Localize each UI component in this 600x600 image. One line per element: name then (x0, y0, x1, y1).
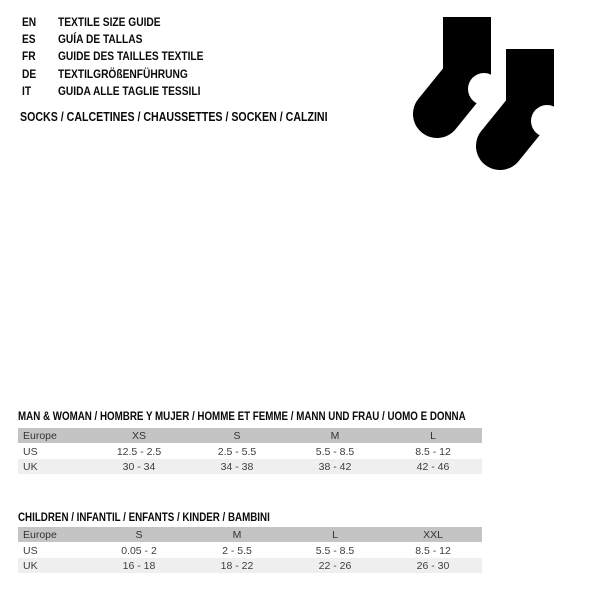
row-label: UK (23, 460, 38, 473)
column-header-size: XXL (423, 528, 443, 541)
language-code: FR (22, 49, 36, 64)
table-title-adults: MAN & WOMAN / HOMBRE Y MUJER / HOMME ET FEMME / MANN UND FRAU / UOMO E DONNA (18, 411, 466, 423)
size-cell: 12.5 - 2.5 (116, 445, 162, 458)
size-cell: 2 - 5.5 (222, 544, 252, 557)
size-table-children (18, 527, 482, 573)
language-label: TEXTILGRÖßENFÜHRUNG (58, 66, 188, 81)
column-header-region: Europe (23, 429, 57, 442)
category-title: SOCKS / CALCETINES / CHAUSSETTES / SOCKEN / CALZINI (20, 110, 328, 124)
size-cell: 42 - 46 (416, 460, 450, 473)
size-cell: 30 - 34 (122, 460, 156, 473)
column-header-size: XS (131, 429, 146, 442)
row-label: UK (23, 559, 38, 572)
column-header-size: S (233, 429, 241, 442)
size-cell: 38 - 42 (318, 460, 352, 473)
column-header-size: S (135, 528, 143, 541)
size-table-adults (18, 428, 482, 474)
size-cell: 8.5 - 12 (415, 544, 451, 557)
column-header-region: Europe (23, 528, 57, 541)
table-row (18, 459, 482, 474)
language-code: EN (22, 14, 37, 29)
column-header-size: L (332, 528, 338, 541)
size-cell: 5.5 - 8.5 (315, 544, 355, 557)
language-row (22, 13, 229, 30)
size-cell: 26 - 30 (416, 559, 450, 572)
row-label: US (23, 544, 38, 557)
column-header-size: L (430, 429, 436, 442)
table-row (18, 558, 482, 573)
language-label: GUIDA ALLE TAGLIE TESSILI (58, 84, 201, 99)
language-row (22, 65, 229, 82)
socks-icon (413, 17, 568, 173)
size-cell: 2.5 - 5.5 (217, 445, 257, 458)
language-label: TEXTILE SIZE GUIDE (58, 14, 161, 29)
language-code: IT (22, 84, 32, 99)
language-list (22, 13, 229, 100)
table-row (18, 444, 482, 459)
row-label: US (23, 445, 38, 458)
table-row (18, 543, 482, 558)
table-header-row (18, 527, 482, 542)
size-cell: 16 - 18 (122, 559, 156, 572)
size-cell: 8.5 - 12 (415, 445, 451, 458)
table-header-row (18, 428, 482, 443)
language-label: GUÍA DE TALLAS (58, 32, 143, 47)
language-row (22, 83, 229, 100)
size-cell: 5.5 - 8.5 (315, 445, 355, 458)
table-title-children: CHILDREN / INFANTIL / ENFANTS / KINDER / BAMBINI (18, 512, 270, 524)
column-header-size: M (232, 528, 242, 541)
size-cell: 0.05 - 2 (121, 544, 157, 557)
language-code: ES (22, 32, 36, 47)
size-cell: 22 - 26 (318, 559, 352, 572)
language-row (22, 30, 229, 47)
column-header-size: M (330, 429, 340, 442)
language-label: GUIDE DES TAILLES TEXTILE (58, 49, 204, 64)
language-row (22, 48, 229, 65)
language-code: DE (22, 66, 37, 81)
size-cell: 18 - 22 (220, 559, 254, 572)
size-cell: 34 - 38 (220, 460, 254, 473)
